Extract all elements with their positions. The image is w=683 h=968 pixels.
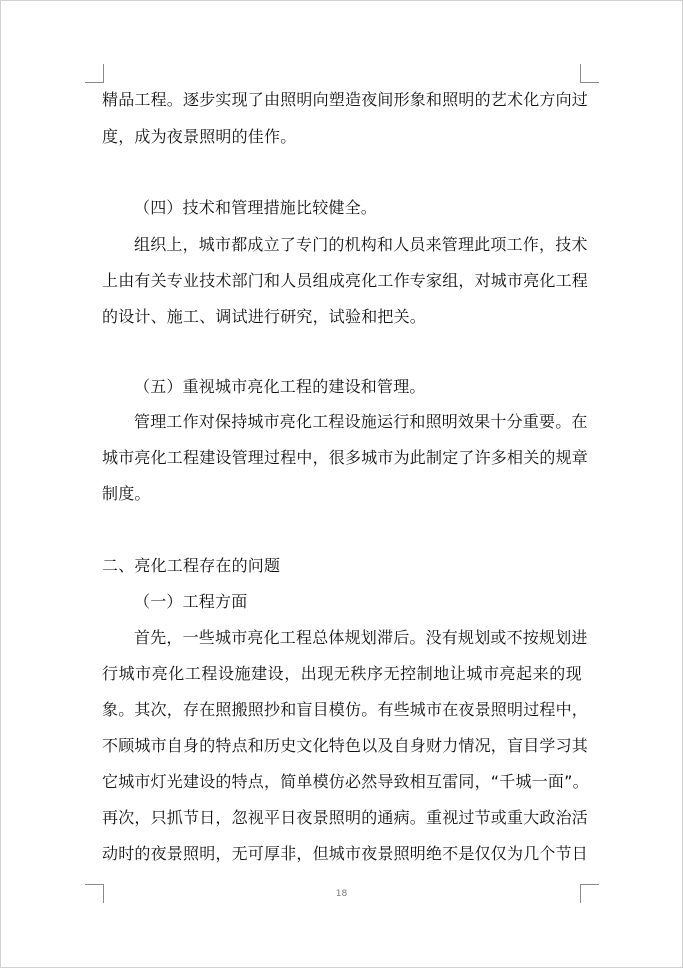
section-heading: （五）重视城市亮化工程的建设和管理。 xyxy=(134,377,426,396)
body-text-line: 管理工作对保持城市亮化工程设施运行和照明效果十分重要。在 xyxy=(134,412,588,431)
body-text-line: 不顾城市自身的特点和历史文化特色以及自身财力情况，盲目学习其 xyxy=(102,736,589,755)
crop-mark-top-right xyxy=(580,64,599,83)
body-text-line: 再次，只抓节日，忽视平日夜景照明的通病。重视过节或重大政治活 xyxy=(102,808,589,827)
body-text-line: 行城市亮化工程设施建设，出现无秩序无控制地让城市亮起来的现 xyxy=(102,664,582,683)
body-text-line: 上由有关专业技术部门和人员组成亮化工作专家组，对城市亮化工程 xyxy=(102,271,589,290)
section-heading: （一）工程方面 xyxy=(134,592,248,611)
crop-mark-top-left xyxy=(85,64,104,83)
section-heading: （四）技术和管理措施比较健全。 xyxy=(134,198,378,217)
chapter-heading: 二、亮化工程存在的问题 xyxy=(102,556,281,575)
body-text-line: 制度。 xyxy=(102,484,151,503)
body-text-line: 象。其次，存在照搬照抄和盲目模仿。有些城市在夜景照明过程中， xyxy=(102,700,589,719)
body-text-line: 它城市灯光建设的特点，简单模仿必然导致相互雷同，“千城一面”。 xyxy=(102,772,589,791)
body-text-line: 首先，一些城市亮化工程总体规划滞后。没有规划或不按规划进 xyxy=(134,628,588,647)
body-text-line: 城市亮化工程建设管理过程中，很多城市为此制定了许多相关的规章 xyxy=(102,448,589,467)
body-text-line: 动时的夜景照明，无可厚非，但城市夜景照明绝不是仅仅为几个节日 xyxy=(102,844,589,863)
body-text-line: 度，成为夜景照明的佳作。 xyxy=(102,127,297,146)
body-text-line: 精品工程。逐步实现了由照明向塑造夜间形象和照明的艺术化方向过 xyxy=(102,90,589,109)
body-text-line: 组织上，城市都成立了专门的机构和人员来管理此项工作，技术 xyxy=(134,235,588,254)
page-number: 18 xyxy=(335,889,348,899)
body-text-line: 的设计、施工、调试进行研究，试验和把关。 xyxy=(102,307,427,326)
